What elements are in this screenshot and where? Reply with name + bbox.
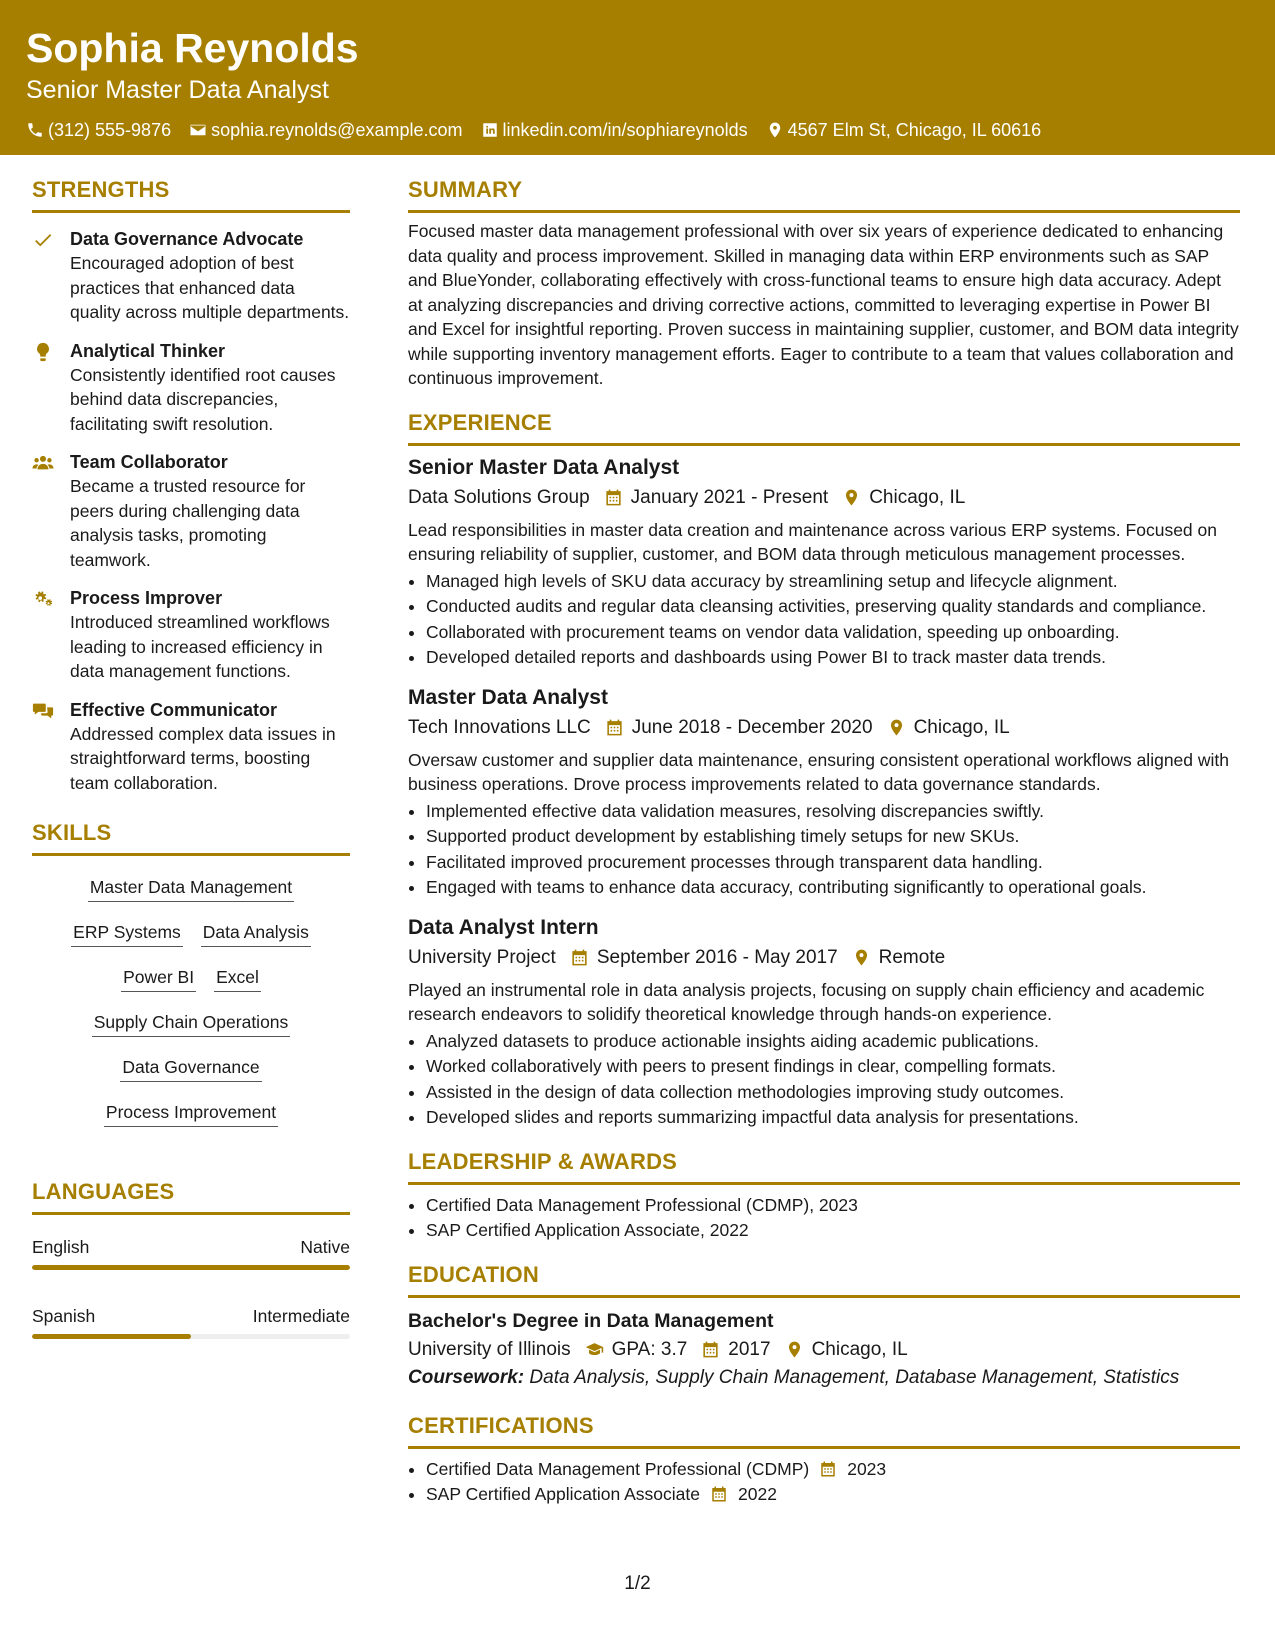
email-text: sophia.reynolds@example.com	[211, 120, 463, 140]
certification-name: • Certified Data Management Professional (CDMP)	[426, 1458, 810, 1479]
coursework	[408, 1364, 1240, 1392]
skill-tag: Master Data Management	[88, 875, 294, 902]
strengths-heading: STRENGTHS	[32, 174, 350, 213]
bullet-item: • Analyzed datasets to produce actionable insights aiding academic publications.	[426, 1029, 1240, 1054]
bullet-item: • Facilitated improved procurement processes through transparent data handling.	[426, 850, 1240, 875]
job-location	[887, 714, 1010, 742]
location-text: Chicago, IL	[869, 486, 966, 508]
bullet-item: • Managed high levels of SKU data accuracy by streamlining setup and lifecycle alignment.	[426, 569, 1240, 594]
skill-tag: Data Analysis	[201, 920, 311, 947]
certifications-heading: CERTIFICATIONS	[408, 1410, 1240, 1449]
degree-title: Bachelor's Degree in Data Management	[408, 1309, 774, 1332]
school-text: University of Illinois	[408, 1338, 571, 1360]
location-text: Chicago, IL	[811, 1338, 908, 1360]
job-bullets	[408, 569, 1240, 670]
skill-tag: ERP Systems	[71, 920, 183, 947]
strength-desc: Addressed complex data issues in straightforward terms, boosting team collaboration.	[70, 723, 336, 793]
language-bar-fill	[32, 1265, 350, 1270]
education-heading: EDUCATION	[408, 1259, 1240, 1298]
language-item	[32, 1235, 350, 1270]
strength-desc: Encouraged adoption of best practices that enhanced data quality across multiple departments.	[70, 253, 350, 322]
job-description: Lead responsibilities in master data creation and maintenance across various ERP systems. Focused on ensuring reliability of supplier, customer, and BOM data through meticulous management processes.	[408, 519, 1217, 564]
company-name: University Project	[408, 946, 556, 968]
strength-desc: Consistently identified root causes behind data discrepancies, facilitating swift resolution.	[70, 364, 336, 434]
location-text: Chicago, IL	[913, 716, 1010, 738]
certification-item	[426, 1457, 1240, 1482]
skill-tag: Data Governance	[120, 1055, 261, 1082]
phone-icon	[26, 121, 44, 139]
bullet-item: • Collaborated with procurement teams on vendor data validation, speeding up onboarding.	[426, 620, 1240, 645]
strength-desc: Became a trusted resource for peers during challenging data analysis tasks, promoting teamwork.	[70, 476, 306, 570]
job-title: Master Data Analyst	[408, 685, 608, 709]
lightbulb-icon	[32, 341, 54, 363]
job-title: Data Analyst Intern	[408, 915, 599, 939]
language-level: Intermediate	[252, 1306, 350, 1326]
certifications-list	[408, 1457, 1240, 1507]
linkedin-icon	[481, 121, 499, 139]
graduation-cap-icon	[585, 1340, 604, 1359]
language-name: Spanish	[32, 1306, 96, 1326]
job-entry	[408, 684, 1240, 900]
job-description: Oversaw customer and supplier data maintenance, ensuring consistent operational workflows aligned with business operations. Drove process improvements related to data governance standards.	[408, 749, 1229, 794]
skill-tag: Excel	[214, 965, 261, 992]
strength-item	[32, 450, 350, 572]
education-location	[785, 1336, 908, 1364]
gpa-text: GPA: 3.7	[611, 1338, 688, 1360]
strength-title: Data Governance Advocate	[70, 229, 304, 249]
calendar-icon	[710, 1485, 728, 1503]
bullet-item: • Worked collaboratively with peers to present findings in clear, compelling formats.	[426, 1054, 1240, 1079]
strength-title: Analytical Thinker	[70, 340, 226, 361]
language-level: Native	[300, 1237, 350, 1257]
job-dates	[604, 484, 829, 512]
job-company	[408, 714, 591, 742]
bullet-item: • Implemented effective data validation measures, resolving discrepancies swiftly.	[426, 799, 1240, 824]
job-title: Senior Master Data Analyst	[408, 455, 680, 479]
job-bullets	[408, 1029, 1240, 1130]
language-bar	[32, 1334, 350, 1339]
right-column	[408, 174, 1240, 1507]
job-location	[842, 484, 965, 512]
phone-text: (312) 555-9876	[48, 120, 172, 140]
job-company	[408, 944, 556, 972]
chat-bubbles-icon	[32, 700, 54, 722]
users-icon	[32, 452, 54, 474]
strength-item	[32, 698, 350, 796]
certification-item	[426, 1482, 1240, 1507]
awards-heading: LEADERSHIP & AWARDS	[408, 1146, 1240, 1185]
bullet-item: • Engaged with teams to enhance data accuracy, contributing significantly to operational goals.	[426, 875, 1240, 900]
year-text: 2017	[728, 1338, 771, 1360]
job-dates	[605, 714, 873, 742]
job-meta	[408, 484, 1240, 512]
checkmark-icon	[32, 229, 54, 251]
certification-name: • SAP Certified Application Associate	[426, 1484, 701, 1504]
contact-linkedin[interactable]	[481, 118, 748, 142]
coursework-label: Coursework:	[408, 1366, 525, 1388]
graduation-year	[701, 1336, 770, 1364]
certification-year: 2022	[738, 1484, 777, 1504]
language-name: English	[32, 1237, 90, 1257]
gpa	[585, 1336, 688, 1364]
certification-year: 2023	[847, 1458, 887, 1479]
award-item: • Certified Data Management Professional (CDMP), 2023	[426, 1193, 1240, 1218]
experience-heading: EXPERIENCE	[408, 407, 1240, 446]
skills-heading: SKILLS	[32, 817, 350, 856]
calendar-icon	[819, 1460, 837, 1478]
skill-tag: Supply Chain Operations	[92, 1010, 291, 1037]
calendar-icon	[605, 718, 624, 737]
strength-title: Team Collaborator	[70, 452, 228, 472]
language-bar-fill	[32, 1334, 191, 1339]
candidate-title: Senior Master Data Analyst	[26, 76, 329, 104]
education-meta	[408, 1336, 1240, 1364]
resume-header	[0, 0, 1275, 155]
job-entry	[408, 914, 1240, 1130]
skills-list	[32, 866, 350, 1136]
left-column	[32, 174, 350, 1339]
coursework-text: Data Analysis, Supply Chain Management, Database Management, Statistics	[529, 1366, 1180, 1388]
award-item: • SAP Certified Application Associate, 2022	[426, 1218, 1240, 1243]
company-name: Tech Innovations LLC	[408, 716, 591, 738]
calendar-icon	[570, 948, 589, 967]
job-description: Played an instrumental role in data analysis projects, focusing on supply chain efficiency and academic research endeavors to solidify theoretical knowledge through hands-on experience.	[408, 979, 1205, 1024]
skill-tag: Power BI	[121, 965, 196, 992]
company-name: Data Solutions Group	[408, 486, 590, 508]
dates-text: June 2018 - December 2020	[631, 716, 873, 738]
strength-item	[32, 227, 350, 325]
job-company	[408, 484, 590, 512]
language-bar	[32, 1265, 350, 1270]
calendar-icon	[701, 1340, 720, 1359]
address-text: 4567 Elm St, Chicago, IL 60616	[787, 120, 1042, 140]
job-entry	[408, 454, 1240, 670]
contact-info	[26, 118, 1249, 142]
candidate-name: Sophia Reynolds	[26, 25, 359, 71]
bullet-item: • Developed detailed reports and dashboards using Power BI to track master data trends.	[426, 645, 1240, 670]
contact-email[interactable]	[189, 118, 462, 142]
bullet-item: • Supported product development by establishing timely setups for new SKUs.	[426, 824, 1240, 849]
job-meta	[408, 714, 1240, 742]
contact-phone[interactable]	[26, 118, 171, 142]
bullet-item: • Conducted audits and regular data cleansing activities, preserving quality standards and compliance.	[426, 594, 1240, 619]
location-text: Remote	[878, 946, 946, 968]
job-dates	[570, 944, 838, 972]
location-icon	[785, 1340, 804, 1359]
location-icon	[852, 948, 871, 967]
email-icon	[189, 121, 207, 139]
location-icon	[887, 718, 906, 737]
bullet-item: • Assisted in the design of data collection methodologies improving study outcomes.	[426, 1080, 1240, 1105]
strength-desc: Introduced streamlined workflows leading to increased efficiency in data management functions.	[70, 612, 330, 681]
strength-item	[32, 339, 350, 437]
linkedin-text: linkedin.com/in/sophiareynolds	[502, 120, 748, 140]
skill-tag: Process Improvement	[104, 1100, 278, 1127]
strength-item	[32, 586, 350, 684]
language-item	[32, 1304, 350, 1339]
languages-heading: LANGUAGES	[32, 1176, 350, 1215]
strength-title: Process Improver	[70, 588, 223, 608]
page-number: 1/2	[624, 1573, 651, 1594]
gears-icon	[32, 588, 54, 610]
location-icon	[842, 488, 861, 507]
summary-text: Focused master data management professional with over six years of experience dedicated to enhancing data quality and process improvement. Skilled in managing data within ERP environments such as SAP and BlueYonder, collaborating effectively with cross-functional teams to ensure high data accuracy. Adept at analyzing discrepancies and driving corrective actions, committed to leveraging expertise in Power BI and Excel for insightful reporting. Proven success in maintaining supplier, customer, and BOM data integrity while supporting inventory management efforts. Eager to contribute to a team that values collaboration and continuous improvement.	[408, 221, 1239, 388]
job-meta	[408, 944, 1240, 972]
summary-heading: SUMMARY	[408, 174, 1240, 213]
location-icon	[766, 121, 784, 139]
strength-title: Effective Communicator	[70, 699, 278, 720]
bullet-item: • Developed slides and reports summarizing impactful data analysis for presentations.	[426, 1105, 1240, 1130]
dates-text: September 2016 - May 2017	[596, 946, 838, 968]
awards-list	[408, 1193, 1240, 1243]
job-location	[852, 944, 946, 972]
dates-text: January 2021 - Present	[630, 486, 829, 508]
contact-address	[766, 118, 1042, 142]
calendar-icon	[604, 488, 623, 507]
school-name	[408, 1336, 571, 1364]
job-bullets	[408, 799, 1240, 900]
